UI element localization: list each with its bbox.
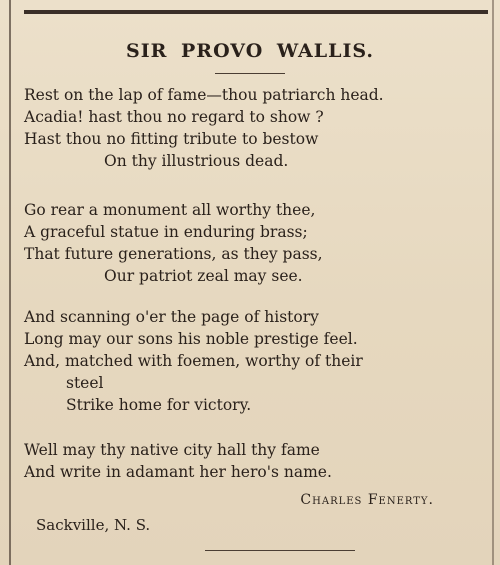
poem-line: And scanning o'er the page of history: [24, 308, 319, 326]
poem-line: Acadia! hast thou no regard to show ?: [24, 108, 324, 126]
poem-line: And write in adamant her hero's name.: [24, 463, 332, 481]
column-rule-right: [492, 0, 494, 565]
poem-line: That future generations, as they pass,: [24, 245, 323, 263]
stanza-3: [24, 306, 490, 416]
stanza-2: [24, 199, 490, 287]
poem-title: SIR PROVO WALLIS.: [125, 40, 374, 62]
poem-line: On thy illustrious dead.: [104, 152, 289, 170]
place-dateline: Sackville, N. S.: [36, 516, 151, 534]
stanza-1: [24, 84, 490, 172]
poem-line: A graceful statue in enduring brass;: [24, 223, 308, 241]
top-rule: [24, 10, 488, 14]
bottom-divider: [205, 550, 355, 551]
poem-line: And, matched with foemen, worthy of their: [24, 352, 363, 370]
poem-line: Our patriot zeal may see.: [104, 267, 303, 285]
poem-line: Strike home for victory.: [66, 396, 252, 414]
poem-line: Well may thy native city hall thy fame: [24, 441, 320, 459]
poem-line: Hast thou no fitting tribute to bestow: [24, 130, 319, 148]
stanza-4: [24, 439, 490, 483]
column-rule-left: [9, 0, 11, 565]
poem-line: Go rear a monument all worthy thee,: [24, 201, 316, 219]
poem-line: Long may our sons his noble prestige feel.: [24, 330, 358, 348]
author-signature: Charles Fenerty.: [300, 492, 434, 508]
title-divider: [215, 73, 285, 74]
poem-line: steel: [66, 374, 104, 392]
poem-line: Rest on the lap of fame—thou patriarch head.: [24, 86, 384, 104]
